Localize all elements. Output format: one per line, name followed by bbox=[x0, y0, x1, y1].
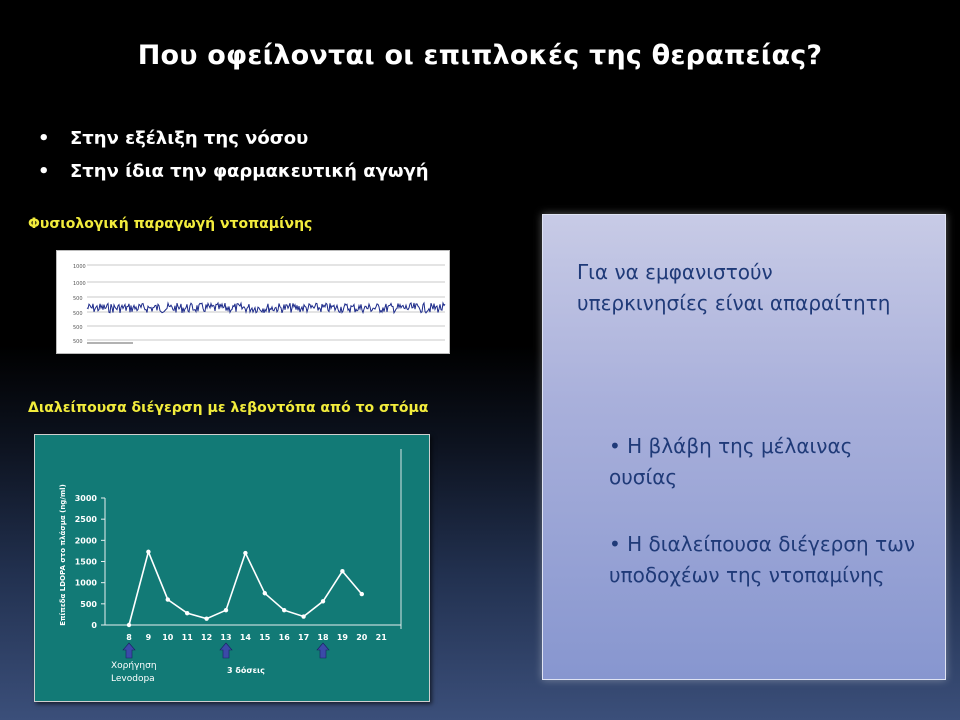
requirements-box bbox=[542, 214, 946, 680]
chart1-dopamine-trace bbox=[87, 303, 445, 313]
physiological-dopamine-chart bbox=[56, 250, 450, 354]
chart2-y-tick-label: 500 bbox=[80, 599, 97, 609]
chart2-x-tick-label: 14 bbox=[239, 633, 251, 642]
chart2-y-tick-label: 2500 bbox=[74, 515, 97, 525]
chart2-data-point bbox=[127, 623, 131, 627]
chart2-y-axis-label: Επίπεδα LDOPA στο πλάσμα (ng/ml) bbox=[59, 484, 67, 626]
dose-arrow-icon bbox=[317, 643, 329, 658]
chart2-data-point bbox=[204, 616, 208, 620]
chart2-x-tick-label: 20 bbox=[356, 633, 368, 642]
chart1-y-tick-label: 1000 bbox=[73, 264, 86, 270]
label-physiological-dopamine: Φυσιολογική παραγωγή ντοπαμίνης bbox=[28, 216, 313, 232]
chart2-x-tick-label: 10 bbox=[162, 633, 174, 642]
chart2-annotation-three-doses: 3 δόσεις bbox=[227, 666, 265, 675]
chart2-x-tick-label: 21 bbox=[375, 633, 387, 642]
chart1-y-tick-label: 500 bbox=[73, 325, 83, 331]
chart2-x-tick-label: 18 bbox=[317, 633, 329, 642]
chart2-x-tick-label: 16 bbox=[278, 633, 290, 642]
box-point-intermittent-stimulation: • Η διαλείπουσα διέγερση των υποδοχέων της ντοπαμίνης bbox=[609, 529, 919, 591]
chart2-annotation-administration: Χορήγηση bbox=[111, 661, 157, 671]
chart2-annotation-levodopa: Levodopa bbox=[111, 674, 155, 684]
chart2-x-tick-label: 11 bbox=[181, 633, 193, 642]
box-point-substantia-nigra: • Η βλάβη της μέλαινας ουσίας bbox=[609, 431, 919, 493]
slide-title: Που οφείλονται οι επιπλοκές της θεραπείας? bbox=[137, 40, 823, 71]
chart2-y-tick-label: 1500 bbox=[74, 557, 97, 567]
chart2-data-point bbox=[263, 591, 267, 595]
physiological-dopamine-svg bbox=[57, 251, 449, 353]
chart2-data-point bbox=[301, 614, 305, 618]
chart2-data-point bbox=[185, 611, 189, 615]
box-intro-text: Για να εμφανιστούν υπερκινησίες είναι απαραίτητη bbox=[577, 260, 891, 315]
chart2-data-point bbox=[282, 608, 286, 612]
chart1-y-tick-label: 500 bbox=[73, 296, 83, 302]
chart2-ldopa-line bbox=[129, 552, 362, 625]
chart2-x-tick-label: 13 bbox=[220, 633, 232, 642]
chart1-y-tick-label: 500 bbox=[73, 311, 83, 317]
chart2-y-tick-label: 2000 bbox=[74, 536, 97, 546]
dose-arrow-icon bbox=[123, 643, 135, 658]
levodopa-chart bbox=[34, 434, 430, 702]
chart1-y-tick-label: 1000 bbox=[73, 281, 86, 287]
chart2-data-point bbox=[166, 597, 170, 601]
chart2-x-tick-label: 17 bbox=[298, 633, 310, 642]
bullet-medication: • Στην ίδια την φαρμακευτική αγωγή bbox=[38, 157, 429, 190]
chart2-x-tick-label: 8 bbox=[126, 633, 132, 642]
chart2-x-tick-label: 19 bbox=[336, 633, 348, 642]
dose-arrow-icon bbox=[220, 643, 232, 658]
chart2-data-point bbox=[360, 592, 364, 596]
label-intermittent-stimulation: Διαλείπουσα διέγερση με λεβοντόπα από το στόμα bbox=[28, 400, 429, 416]
chart2-x-tick-label: 9 bbox=[145, 633, 152, 642]
chart2-y-tick-label: 0 bbox=[91, 621, 97, 630]
chart2-data-point bbox=[321, 599, 325, 603]
chart2-data-point bbox=[146, 550, 150, 554]
bullet-disease-progression: • Στην εξέλιξη της νόσου bbox=[38, 124, 429, 157]
chart2-x-tick-label: 15 bbox=[259, 633, 271, 642]
chart2-y-tick-label: 1000 bbox=[74, 578, 97, 588]
chart2-y-tick-label: 3000 bbox=[74, 494, 97, 503]
bullet-list bbox=[38, 124, 429, 190]
chart2-data-point bbox=[340, 569, 344, 573]
chart1-y-tick-label: 500 bbox=[73, 339, 83, 345]
levodopa-svg bbox=[35, 435, 429, 701]
chart2-data-point bbox=[224, 608, 228, 612]
chart2-data-point bbox=[243, 551, 247, 555]
chart2-x-tick-label: 12 bbox=[201, 633, 213, 642]
